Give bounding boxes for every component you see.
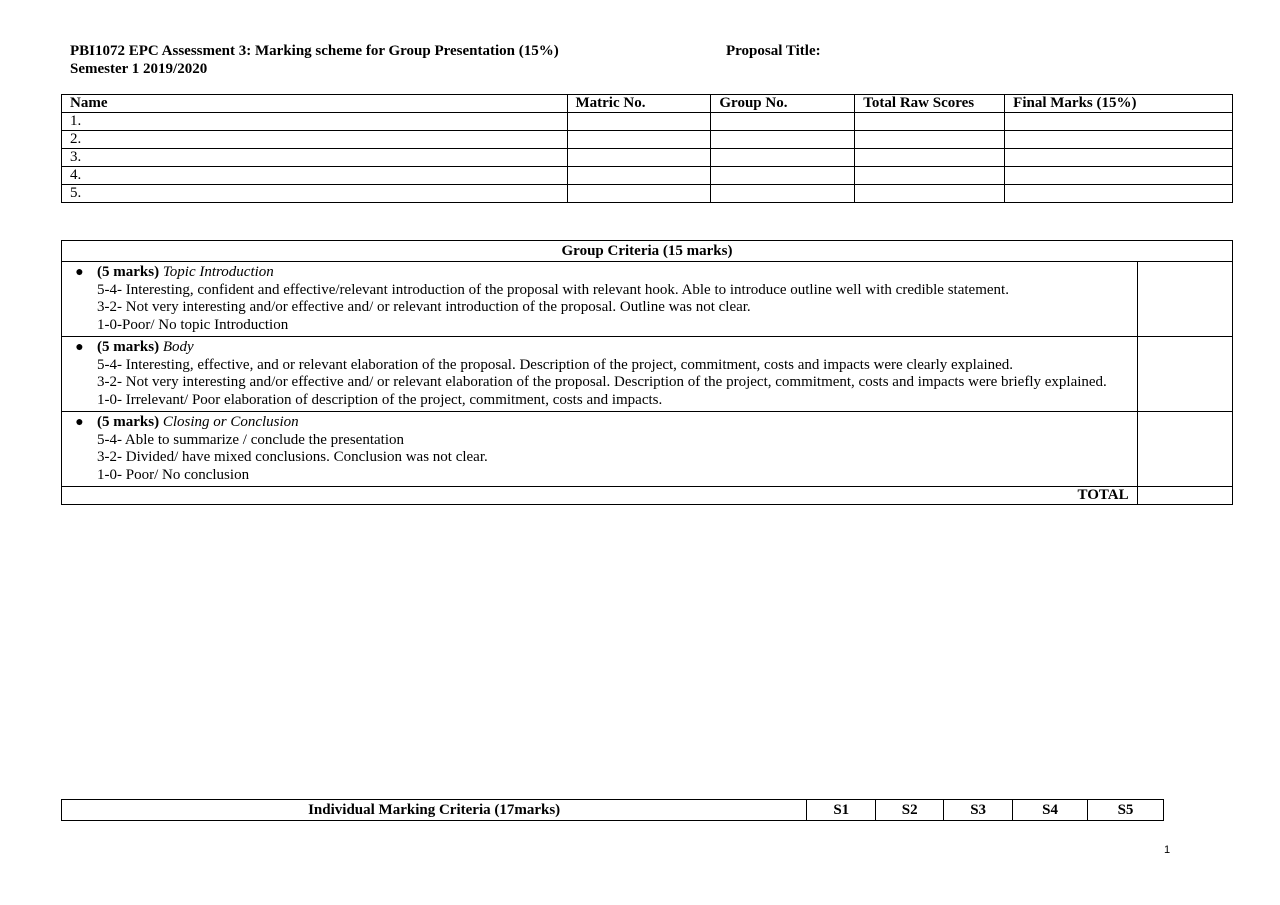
col-header-matric: Matric No. xyxy=(567,95,711,113)
table-row xyxy=(62,131,1233,149)
row-number: 5. xyxy=(62,185,568,203)
col-header-final-marks: Final Marks (15%) xyxy=(1005,95,1233,113)
group-cell[interactable] xyxy=(711,167,855,185)
criterion-row xyxy=(62,262,1233,337)
group-cell[interactable] xyxy=(711,113,855,131)
group-criteria-table xyxy=(61,240,1233,505)
criterion-topic: Closing or Conclusion xyxy=(162,414,299,430)
final-mark-cell[interactable] xyxy=(1005,167,1233,185)
semester-label: Semester 1 2019/2020 xyxy=(70,61,208,77)
criterion-topic: Topic Introduction xyxy=(162,264,274,280)
criterion-band: 1-0- Irrelevant/ Poor elaboration of description of the project, commitment, costs and impacts. xyxy=(97,391,663,408)
group-cell[interactable] xyxy=(711,131,855,149)
criterion-marks: (5 marks) xyxy=(97,264,160,280)
table-row xyxy=(62,185,1233,203)
student-column-s3: S3 xyxy=(944,800,1013,821)
criterion-score-cell[interactable] xyxy=(1137,262,1232,337)
raw-score-cell[interactable] xyxy=(855,131,1005,149)
bullet-icon: ● xyxy=(75,340,84,355)
criterion-band: 5-4- Interesting, confident and effective/relevant introduction of the proposal with relevant hook. Able to introduce outline well with credible statement. xyxy=(97,281,1009,298)
final-mark-cell[interactable] xyxy=(1005,113,1233,131)
criterion-marks: (5 marks) xyxy=(97,414,160,430)
matric-cell[interactable] xyxy=(567,149,711,167)
document-title: PBI1072 EPC Assessment 3: Marking scheme for Group Presentation (15%) xyxy=(70,43,559,59)
criterion-band: 1-0-Poor/ No topic Introduction xyxy=(97,316,289,333)
individual-header-row xyxy=(62,800,1164,821)
criterion-score-cell[interactable] xyxy=(1137,337,1232,412)
matric-cell[interactable] xyxy=(567,131,711,149)
final-mark-cell[interactable] xyxy=(1005,149,1233,167)
criterion-band: 3-2- Not very interesting and/or effective and/ or relevant introduction of the proposal. Outline was not clear. xyxy=(97,299,751,315)
table-row xyxy=(62,113,1233,131)
final-mark-cell[interactable] xyxy=(1005,185,1233,203)
page-number: 1 xyxy=(1164,844,1171,856)
group-cell[interactable] xyxy=(711,149,855,167)
matric-cell[interactable] xyxy=(567,185,711,203)
criterion-marks: (5 marks) xyxy=(97,339,160,355)
raw-score-cell[interactable] xyxy=(855,185,1005,203)
individual-criteria-heading: Individual Marking Criteria (17marks) xyxy=(62,800,807,821)
matric-cell[interactable] xyxy=(567,167,711,185)
criterion-band: 1-0- Poor/ No conclusion xyxy=(97,466,250,483)
row-number: 1. xyxy=(62,113,568,131)
total-row xyxy=(62,487,1233,505)
group-cell[interactable] xyxy=(711,185,855,203)
criterion-row xyxy=(62,337,1233,412)
criterion-band: 3-2- Divided/ have mixed conclusions. Conclusion was not clear. xyxy=(97,449,488,465)
matric-cell[interactable] xyxy=(567,113,711,131)
student-column-s2: S2 xyxy=(876,800,944,821)
student-column-s1: S1 xyxy=(807,800,876,821)
row-number: 3. xyxy=(62,149,568,167)
col-header-name: Name xyxy=(62,95,568,113)
row-number: 2. xyxy=(62,131,568,149)
criterion-topic: Body xyxy=(162,339,194,355)
row-number: 4. xyxy=(62,167,568,185)
criterion-band: 5-4- Able to summarize / conclude the presentation xyxy=(97,431,404,448)
raw-score-cell[interactable] xyxy=(855,167,1005,185)
bullet-icon: ● xyxy=(75,415,84,430)
col-header-group: Group No. xyxy=(711,95,855,113)
table-row xyxy=(62,167,1233,185)
criterion-row xyxy=(62,412,1233,487)
criterion-band: 3-2- Not very interesting and/or effective and/ or relevant elaboration of the proposal. Description of the project, commitment, costs and impacts were briefly explained. xyxy=(97,374,1107,390)
student-column-s5: S5 xyxy=(1088,800,1164,821)
table-row xyxy=(62,149,1233,167)
proposal-title-label: Proposal Title: xyxy=(726,43,821,59)
criterion-band: 5-4- Interesting, effective, and or relevant elaboration of the proposal. Description of the project, commitment, costs and impacts were clearly explained. xyxy=(97,356,1014,373)
group-criteria-heading: Group Criteria (15 marks) xyxy=(62,241,1233,262)
raw-score-cell[interactable] xyxy=(855,113,1005,131)
individual-criteria-table xyxy=(61,799,1164,821)
bullet-icon: ● xyxy=(75,265,84,280)
criterion-score-cell[interactable] xyxy=(1137,412,1232,487)
student-names-table xyxy=(61,94,1233,203)
student-column-s4: S4 xyxy=(1013,800,1088,821)
col-header-raw-scores: Total Raw Scores xyxy=(855,95,1005,113)
names-table-header-row xyxy=(62,95,1233,113)
total-score-cell[interactable] xyxy=(1137,487,1232,505)
final-mark-cell[interactable] xyxy=(1005,131,1233,149)
total-label: TOTAL xyxy=(62,487,1138,505)
raw-score-cell[interactable] xyxy=(855,149,1005,167)
